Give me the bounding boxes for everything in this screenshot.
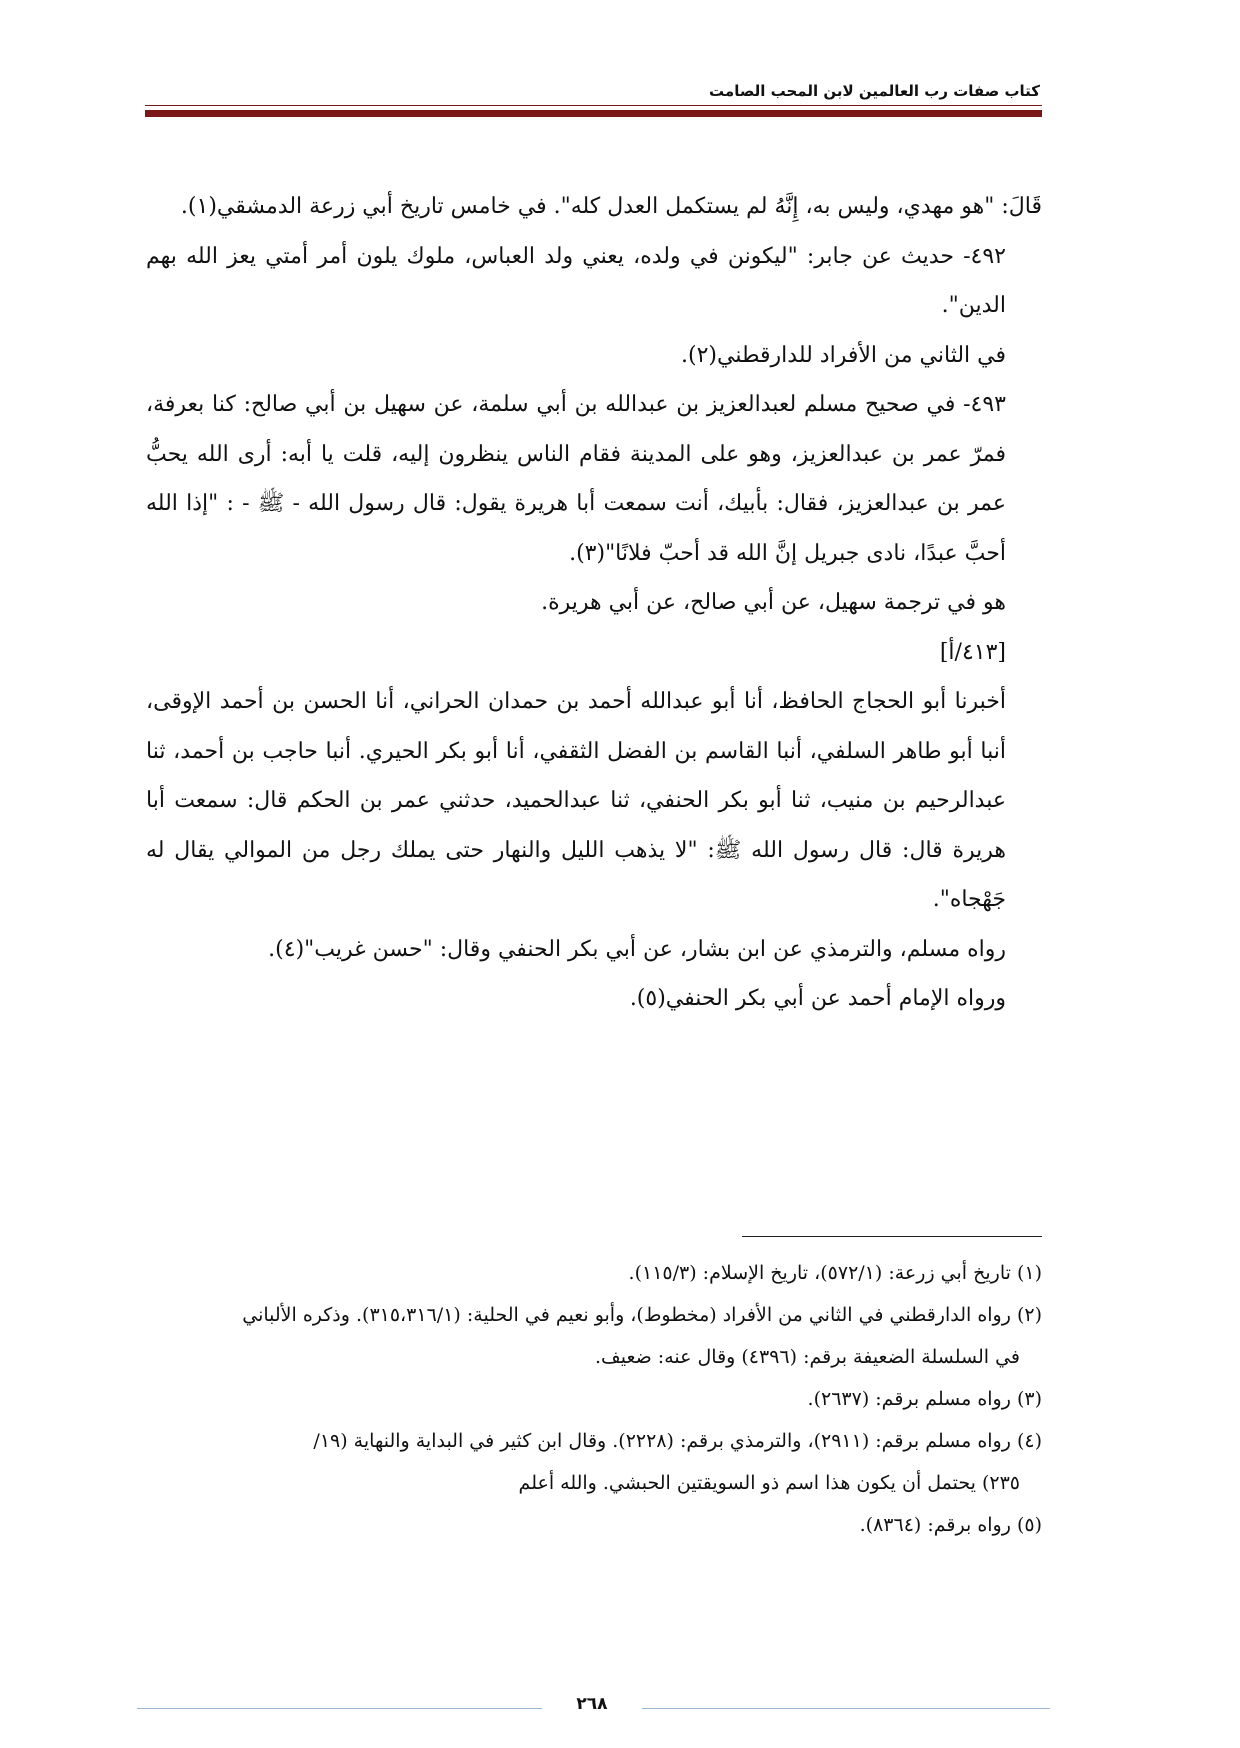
footnote-4: (٤) رواه مسلم برقم: (٢٩١١)، والترمذي برقم: (٢٢٢٨). وقال ابن كثير في البداية والنهاية (١٩/ [313,1430,1042,1452]
paragraph-1: قَالَ: "هو مهدي، وليس به، إِنَّهُ لم يستكمل العدل كله". في خامس تاريخ أبي زرعة الدمشقي(١). [180,194,1042,219]
footnote-3: (٣) رواه مسلم برقم: (٢٦٣٧). [807,1388,1042,1410]
footnote-2: (٢) رواه الدارقطني في الثاني من الأفراد (مخطوط)، وأبو نعيم في الحلية: (٣١٥،٣١٦/١). وذكره الألباني [242,1304,1042,1326]
paragraph-hadith-492: ٤٩٢- حديث عن جابر: "ليكونن في ولده، يعني ولد العباس، ملوك يلون أمر أمتي يعز الله بهم الدين". [146,243,1006,318]
footnote-4-continuation: ٢٣٥) يحتمل أن يكون هذا اسم ذو السويقتين الحبشي. والله أعلم [518,1472,1020,1494]
footnote-1: (١) تاريخ أبي زرعة: (٥٧٢/١)، تاريخ الإسلام: (١١٥/٣). [628,1262,1042,1284]
paragraph-hadith-493: ٤٩٣- في صحيح مسلم لعبدالعزيز بن عبدالله بن أبي سلمة، عن سهيل بن أبي صالح: كنا بعرفة، فمرّ عمر بن عبدالعزيز، وهو على المدينة فقام الناس ينظرون إليه، قلت يا أبه: أرى الله يحبُّ عمر بن عبدالعزيز، فقال: بأبيك، أنت سمعت أبا هريرة يقول: قال رسول الله - ﷺ - : "إذا الله أحبَّ عبدًا، نادى جبريل إنَّ الله قد أحبّ فلانًا"(٣). [146,392,1006,566]
page-number: ٢٦٨ [576,1694,608,1714]
paragraph-takhrij-1: رواه مسلم، والترمذي عن ابن بشار، عن أبي بكر الحنفي وقال: "حسن غريب"(٤). [268,936,1006,962]
paragraph-isnad: أخبرنا أبو الحجاج الحافظ، أنا أبو عبدالله أحمد بن حمدان الحراني، أنا الحسن بن أحمد الإوقى، أنبا أبو طاهر السلفي، أنبا القاسم بن الفضل الثقفي، أنا أبو بكر الحيري. أنبا حاجب بن أحمد، ثنا عبدالرحيم بن منيب، ثنا أبو بكر الحنفي، ثنا عبدالحميد، حدثني عمر بن الحكم قال: سمعت أبا هريرة قال: قال رسول الله ﷺ: "لا يذهب الليل والنهار حتى يملك رجل من الموالي يقال له جَهْجاه". [146,689,1006,912]
footer-rule-left [137,1708,542,1709]
footnote-2-continuation: في السلسلة الضعيفة برقم: (٤٣٩٦) وقال عنه: ضعيف. [595,1346,1020,1368]
paragraph-source-492: في الثاني من الأفراد للدارقطني(٢). [681,342,1006,368]
header-rule-thin [145,105,1042,106]
footnote-separator [742,1236,1042,1237]
running-header-title: كتاب صفات رب العالمين لابن المحب الصامت [709,82,1040,100]
manuscript-folio-marker: [٤١٣/أ] [939,639,1006,665]
footnotes-block [146,1252,1042,1546]
main-text-block [146,182,1042,1024]
paragraph-takhrij-2: ورواه الإمام أحمد عن أبي بكر الحنفي(٥). [629,986,1006,1011]
paragraph-source-493: هو في ترجمة سهيل، عن أبي صالح، عن أبي هريرة. [541,590,1006,615]
footnote-5: (٥) رواه برقم: (٨٣٦٤). [859,1514,1042,1536]
header-rule-thick [145,110,1042,117]
footer-rule-right [642,1708,1050,1709]
